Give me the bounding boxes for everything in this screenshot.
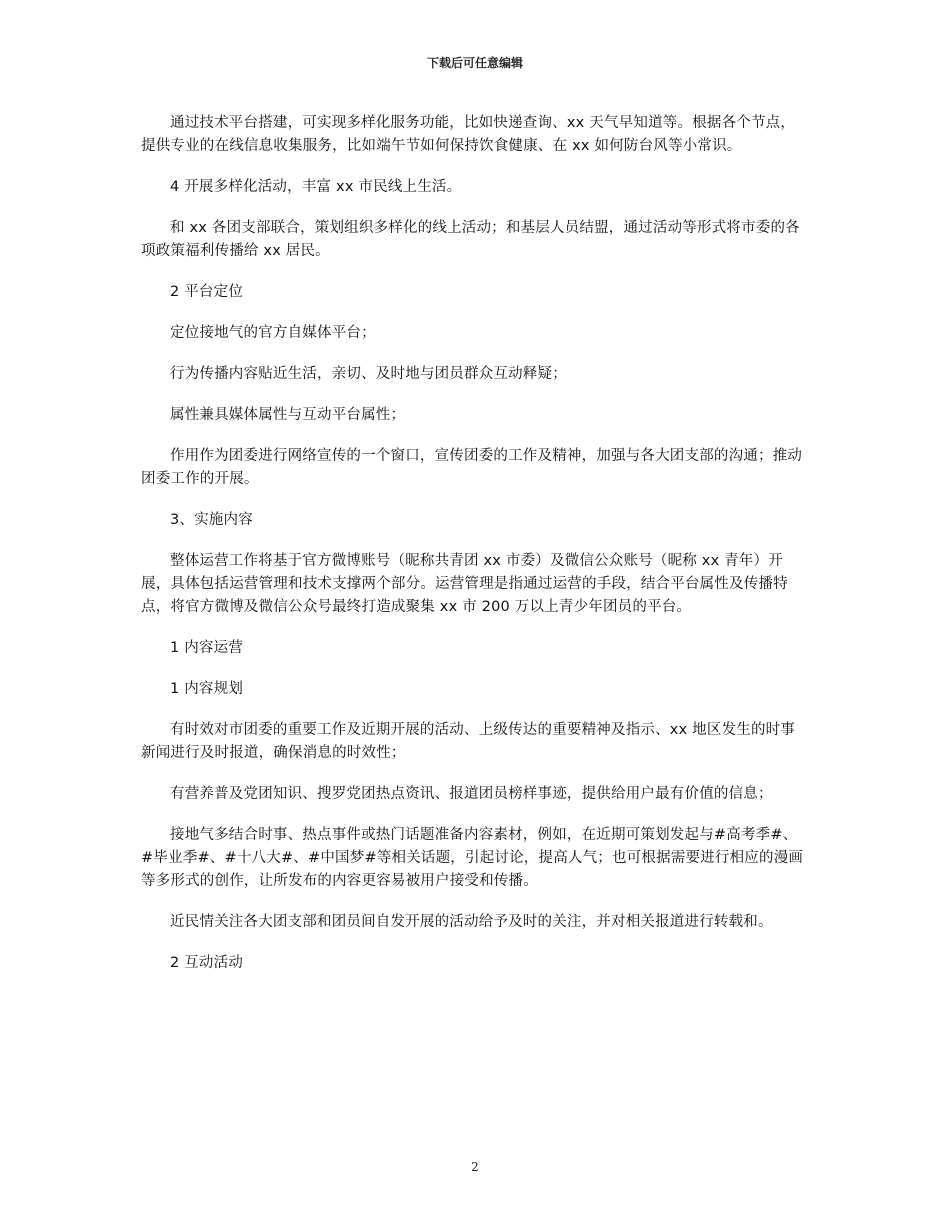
section-heading: 1 内容规划	[170, 681, 244, 697]
section-heading: 4 开展多样化活动，丰富 xx 市民线上生活。	[170, 179, 462, 195]
page-number: 2	[471, 1160, 479, 1174]
paragraph: 属性兼具媒体属性与互动平台属性；	[170, 407, 406, 423]
paragraph: 通过技术平台搭建，可实现多样化服务功能，比如快递查询、xx 天气早知道等。根据各个节点，提供专业的在线信息收集服务，比如端午节如何保持饮食健康、在 xx 如何防台风等小常识。	[141, 115, 796, 154]
paragraph: 接地气多结合时事、热点事件或热门话题准备内容素材，例如，在近期可策划发起与#高考季#、#毕业季#、#十八大#、#中国梦#等相关话题，引起讨论，提高人气；也可根据需要进行相应的漫画等多形式的创作，让所发布的内容更容易被用户接受和传播。	[141, 827, 804, 889]
paragraph: 近民情关注各大团支部和团员间自发开展的活动给予及时的关注，并对相关报道进行转载和。	[170, 914, 773, 930]
paragraph: 整体运营工作将基于官方微博账号（昵称共青团 xx 市委）及微信公众账号（昵称 xx 青年）开展，具体包括运营管理和技术支撑两个部分。运营管理是指通过运营的手段，结合平台属性及传播特点，将官方微博及微信公众号最终打造成聚集 xx 市 200 万以上青少年团员的平台。	[141, 553, 788, 615]
paragraph: 行为传播内容贴近生活，亲切、及时地与团员群众互动释疑；	[170, 366, 567, 382]
section-heading: 3、实施内容	[170, 512, 253, 528]
section-heading: 2 平台定位	[170, 284, 244, 300]
paragraph: 有时效对市团委的重要工作及近期开展的活动、上级传达的重要精神及指示、xx 地区发生的时事新闻进行及时报道，确保消息的时效性；	[141, 722, 796, 761]
section-heading: 2 互动活动	[170, 955, 244, 971]
page-header: 下载后可任意编辑	[426, 56, 523, 70]
paragraph: 定位接地气的官方自媒体平台；	[170, 325, 376, 341]
document-body	[141, 112, 809, 993]
paragraph: 有营养普及党团知识、搜罗党团热点资讯、报道团员榜样事迹，提供给用户最有价值的信息；	[170, 786, 773, 802]
paragraph: 和 xx 各团支部联合，策划组织多样化的线上活动；和基层人员结盟，通过活动等形式将市委的各项政策福利传播给 xx 居民。	[141, 220, 800, 259]
section-heading: 1 内容运营	[170, 640, 244, 656]
paragraph: 作用作为团委进行网络宣传的一个窗口，宣传团委的工作及精神，加强与各大团支部的沟通；推动团委工作的开展。	[141, 448, 803, 487]
